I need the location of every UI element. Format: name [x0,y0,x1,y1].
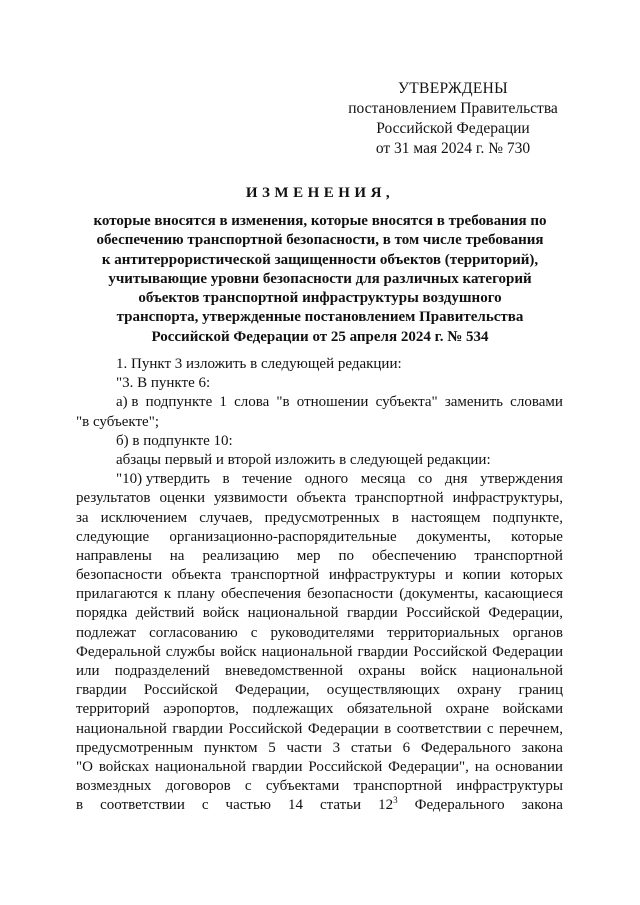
word: по [338,547,355,564]
word: части [286,739,322,756]
word: закона [521,739,563,756]
word: на [169,547,185,564]
word: Российской [406,605,480,622]
word: течение [242,471,293,488]
word: руководителями [270,624,375,641]
word: охраны [358,663,406,679]
word: оценки [159,490,205,507]
subtitle-line: Российской Федерации от 25 апреля 2024 г. № 534 [151,328,489,345]
paragraph-6-line [76,720,563,739]
word: Федеральной [76,643,161,660]
paragraph-6-line [76,739,563,758]
word: заменить [444,394,504,411]
word: войсках [98,758,150,775]
word: с [486,720,494,737]
word: результатов [76,490,151,507]
word: частью [225,797,271,814]
word: направлены [76,547,152,564]
word: подлежат [76,624,137,641]
word: национальной [155,758,246,775]
word: субъекта" [375,394,438,411]
subtitle-line: обеспечению транспортной безопасности, в том числе требования [96,232,544,249]
word: касающиеся [484,586,563,603]
word: 1 [219,394,227,411]
word: возмездных [76,778,152,795]
word: в [391,509,399,526]
word: подпункте [145,394,213,411]
paragraph-6-line [76,489,563,508]
word: охрану [457,682,502,699]
paragraph-6-line [76,662,563,681]
word: гвардии [172,720,224,737]
paragraph-4: б) в подпункте 10: [116,432,233,449]
word: транспортной [474,547,563,564]
word: Федерации [307,720,379,737]
word: службы [165,643,216,660]
word: на [474,758,490,775]
word: которые [511,528,563,545]
word: пунктом [203,739,258,756]
subtitle-line: транспорта, утвержденные постановлением Правительства [116,309,524,326]
approval-line-2: Российской Федерации [376,120,530,137]
word: прилагаются [76,586,158,603]
word: статьи [350,739,392,756]
word: уязвимости [213,490,288,507]
word: гвардии [251,758,303,775]
word: "О [76,758,93,775]
word: исключением [100,509,188,526]
word: обеспечения [220,586,302,603]
paragraph-6-line [76,643,563,662]
paragraph-3-line-1 [76,393,563,412]
word: перечнем, [499,720,563,737]
subtitle-line: учитывающие уровни безопасности для различных категорий [108,270,532,287]
word: 3 [332,739,341,756]
subtitle-line: к антитеррористической защищенности объектов (территорий), [101,251,539,268]
word: закона [521,797,563,814]
word: Российской [228,720,303,737]
word: национальной [76,720,167,737]
word: территориальных [387,624,500,641]
paragraph-6-line [76,509,563,528]
approval-block [342,79,564,159]
word: дня [444,471,468,488]
word: Российской [413,643,488,660]
word: документы, [416,528,491,545]
paragraph-5: абзацы первый и второй изложить в следующей редакции: [116,451,491,468]
word: вневедомственной [225,663,344,679]
article-superscript: 3 [393,795,398,806]
paragraph-6-line [76,585,563,604]
paragraph-6-line [76,758,563,777]
paragraph-6 [76,470,563,796]
word: подразделений [114,663,210,679]
word: основании [495,758,563,775]
word: подлежащих [252,701,334,718]
word: национальной [247,605,339,622]
word: в [76,797,84,814]
word: национальной [472,663,563,679]
word: инфраструктуры, [452,490,563,507]
paragraph-6-line [76,547,563,566]
approval-line-1: постановлением Правительства [348,100,558,117]
paragraph-6-last-line [76,796,563,815]
word: и [445,567,454,584]
word: осуществляющих [326,682,440,699]
word: Федерального [420,739,511,756]
word: слова [234,394,270,411]
document-title: ИЗМЕНЕНИЯ, [245,185,395,201]
article-number: 12 [378,797,394,814]
word: организационно-распорядительные [169,528,397,545]
word: охране [445,701,490,718]
word: порядка [76,605,128,622]
word: обеспечению [372,547,457,564]
subtitle-line: которые вносятся в изменения, которые вносятся в требования по [93,213,547,229]
word: гвардии [357,643,409,660]
approval-heading: УТВЕРЖДЕНЫ [398,80,508,97]
word-with-superscript [378,796,398,815]
word: 5 [268,739,276,756]
word: подпункте, [492,509,563,526]
word: Федерации, [234,682,310,699]
word: к [163,586,172,603]
word: следующие [76,528,150,545]
paragraph-3-line-2: "в субъекте"; [76,413,159,430]
word: Федерации", [388,758,469,775]
word: с [244,778,252,795]
word: словами [510,394,563,411]
paragraph-6-line [76,604,563,623]
word: гвардии [76,682,127,699]
word: в [384,720,392,737]
word: а) в [116,394,139,411]
word: реализацию [202,547,279,564]
word: войск [202,605,240,622]
word: в [222,471,230,488]
word: транспортной [230,567,320,584]
approval-line-3: от 31 мая 2024 г. № 730 [375,140,531,157]
word: с [250,624,258,641]
word: договоров [165,778,231,795]
paragraph-2: "3. В пункте 6: [116,375,211,392]
word: транспортной [355,490,444,507]
word: объекта [171,567,222,584]
paragraph-6-line [76,681,563,700]
document-subtitle [76,212,564,347]
paragraph-6-line [76,470,563,489]
word: с [201,797,209,814]
word: войск [220,643,257,660]
word: или [76,663,100,679]
word: органов [512,624,563,641]
word: обязательной [347,701,432,718]
word: Федерального [414,797,505,814]
word: 6 [402,739,411,756]
word: войск [420,663,457,679]
word: соответствии [100,797,185,814]
word: статьи [320,797,362,814]
word: Федерации [492,643,563,660]
word: гвардии [346,605,398,622]
word: действий [135,605,195,622]
word: границ [518,682,563,699]
word: территорий [76,701,150,718]
word: утверждения [480,471,563,488]
word: Российской [308,758,383,775]
word: случаев, [199,509,253,526]
word: 14 [288,797,303,814]
word: транспортной [353,778,443,795]
word: безопасности [307,586,394,603]
word: субъектами [265,778,340,795]
word: мер [296,547,321,564]
word: предусмотренных [264,509,380,526]
word: объекта [296,490,347,507]
word: "10) утвердить [116,471,210,488]
word: национальной [261,643,353,660]
word: (документы, [399,586,479,603]
paragraph-6-line [76,700,563,719]
word: со [418,471,433,488]
paragraph-6-line [76,528,563,547]
word: Российской [143,682,218,699]
word: инфраструктуры [328,567,436,584]
word: соответствии [396,720,482,737]
word: отношении [296,394,369,411]
word: согласованию [149,624,238,641]
word: которых [510,567,563,584]
word: копии [462,567,501,584]
paragraph-1: 1. Пункт 3 изложить в следующей редакции: [116,356,402,372]
word: предусмотренным [76,739,194,756]
word: Федерации, [488,605,563,622]
word: за [76,509,89,526]
paragraph-6-line [76,777,563,796]
document-body [76,355,563,816]
word: плану [177,586,215,603]
word: безопасности [76,567,163,584]
word: аэропортов, [163,701,239,718]
paragraph-6-line [76,624,563,643]
word: инфраструктуры [456,778,563,795]
subtitle-line: объектов транспортной инфраструктуры воздушного [138,290,502,307]
word: месяца [360,471,406,488]
word: одного [304,471,349,488]
word: "в [276,394,290,411]
word: войсками [502,701,563,718]
word: настоящем [411,509,481,526]
paragraph-6-line [76,566,563,585]
